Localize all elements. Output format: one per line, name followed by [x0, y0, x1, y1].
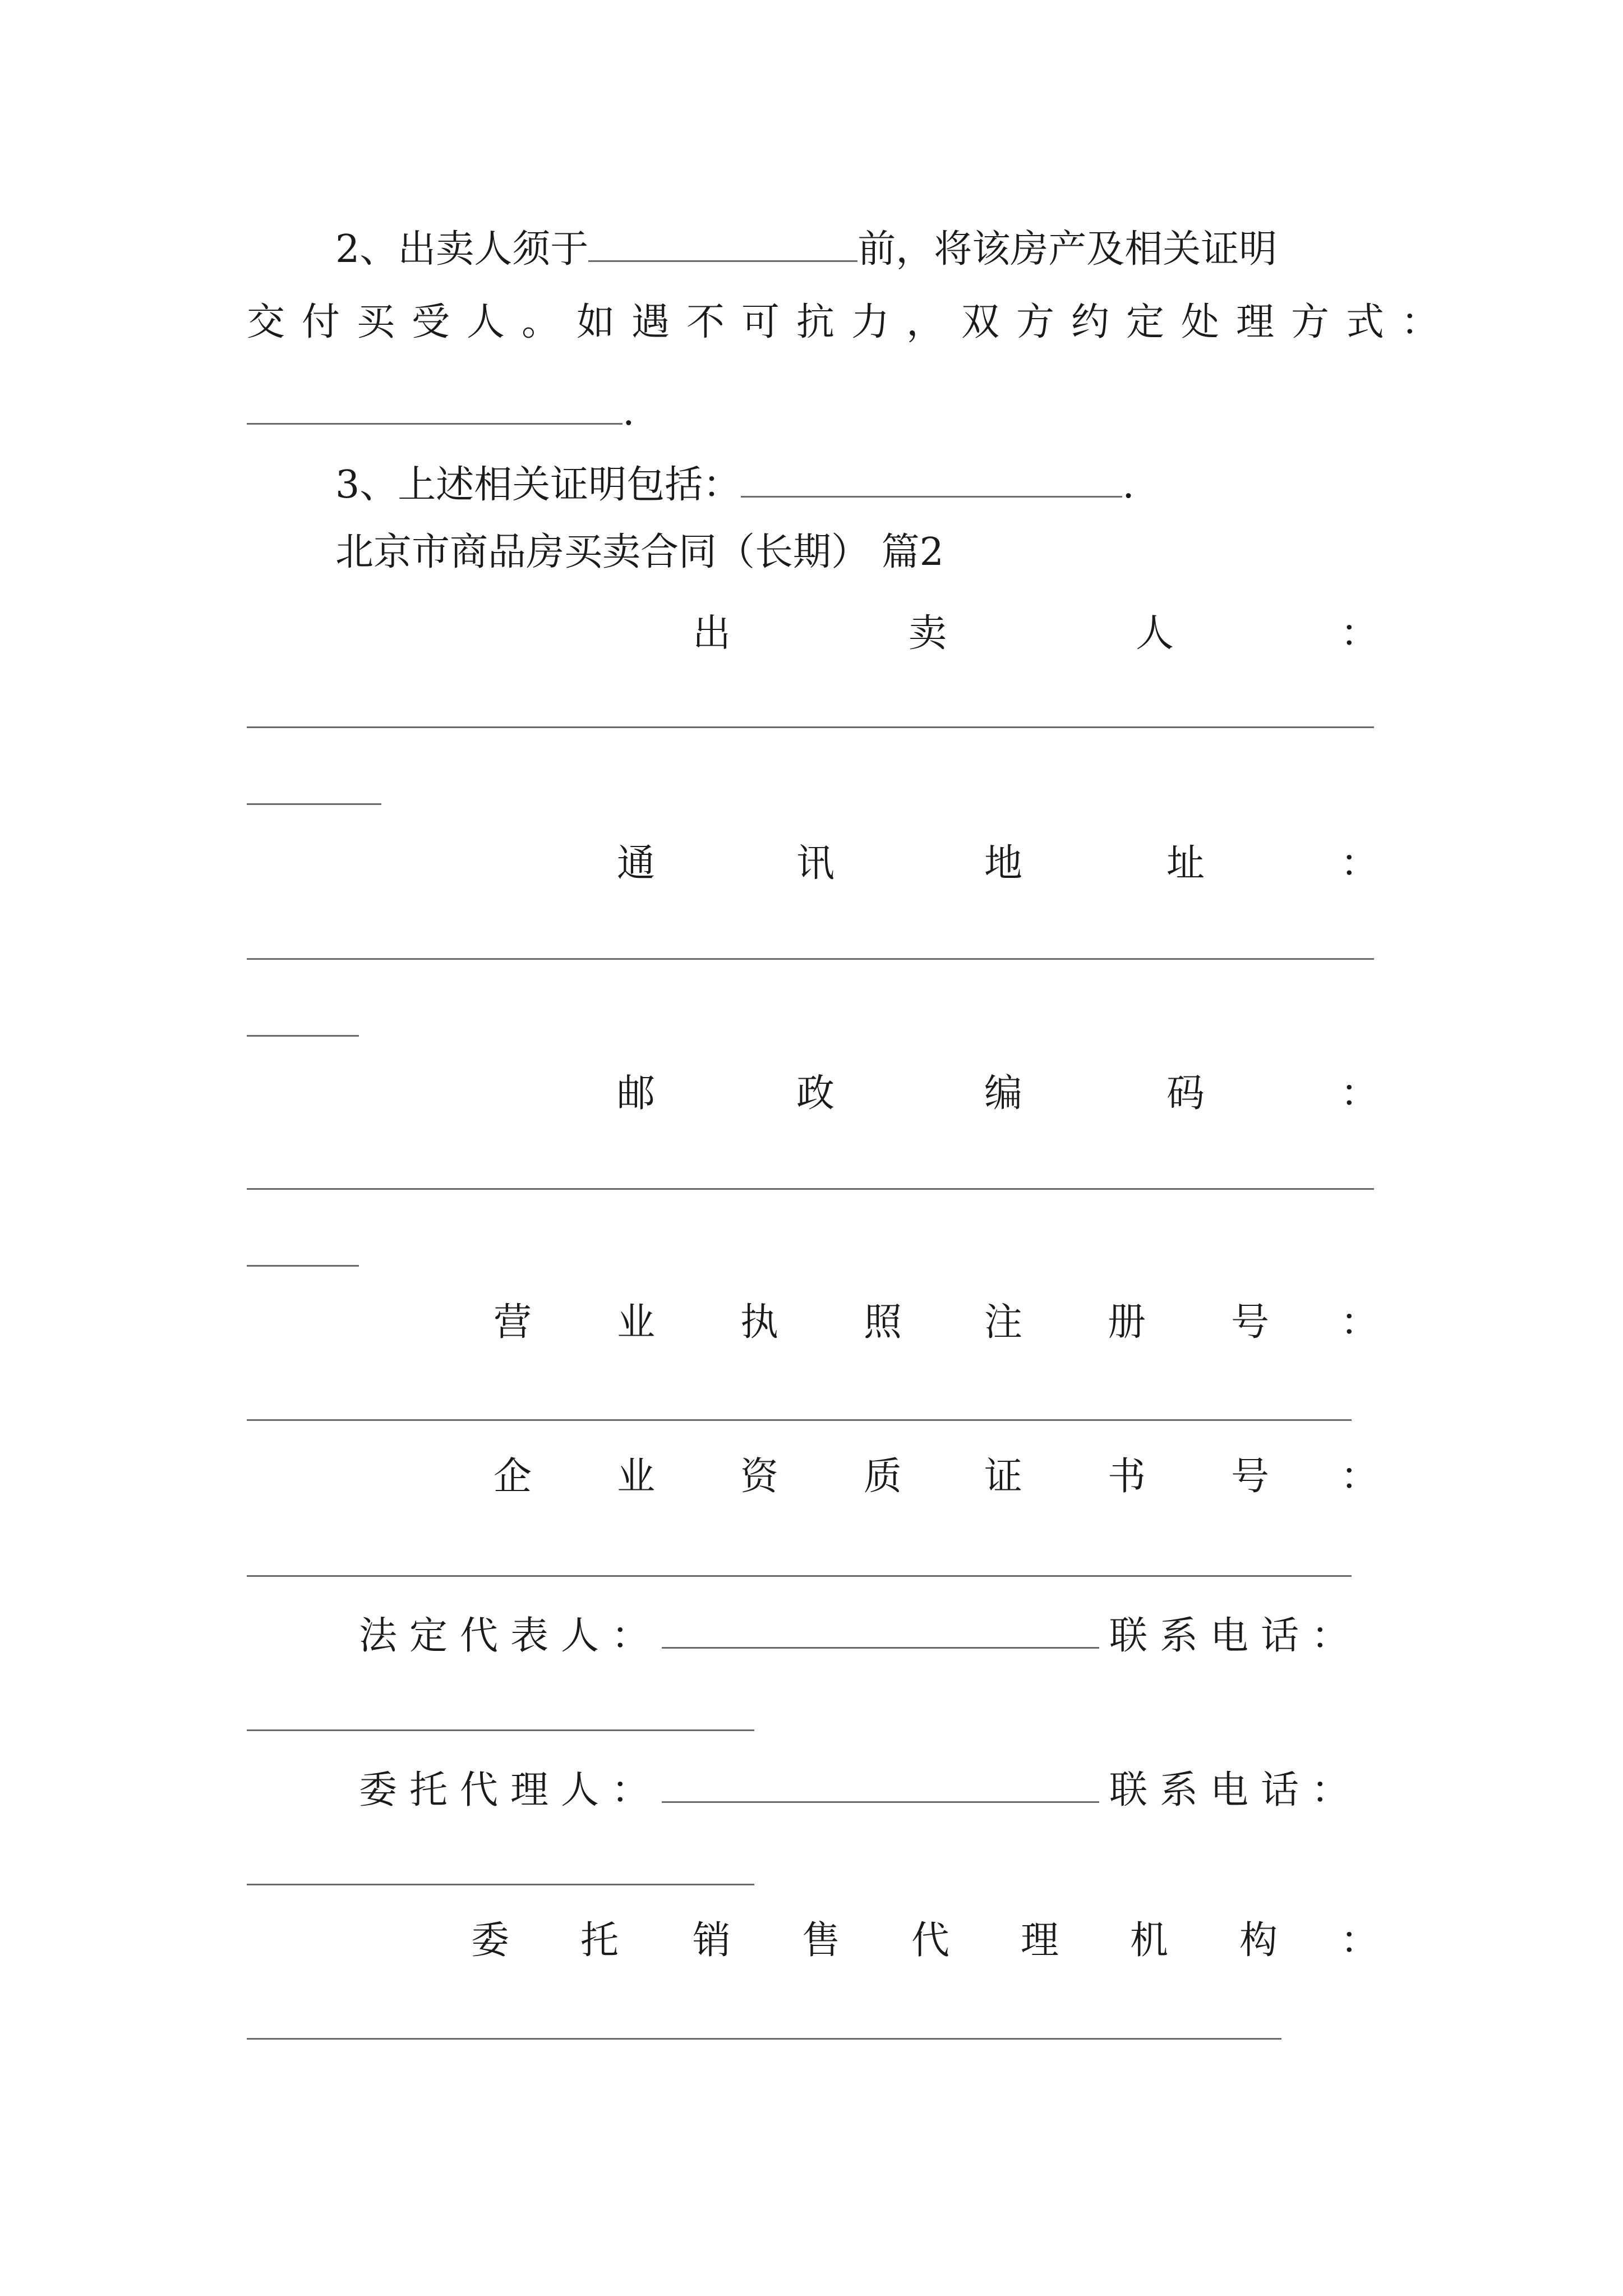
qualification-char-7: 号: [1231, 1455, 1270, 1499]
agency-char-8: 构: [1239, 1918, 1278, 1963]
clause-2-suffix: 前，将该房产及相关证明: [857, 227, 1278, 272]
address-blank-2: [247, 1035, 359, 1037]
agency-char-3: 销: [693, 1918, 731, 1963]
license-char-3: 执: [740, 1300, 779, 1345]
agency-char-7: 机: [1130, 1918, 1169, 1963]
clause-2-prefix: 2、出卖人须于: [335, 227, 589, 272]
qualification-char-3: 资: [740, 1455, 779, 1499]
license-char-6: 册: [1108, 1300, 1146, 1345]
agent-row: [359, 1764, 1362, 1813]
seller-char-1: 出: [693, 611, 731, 656]
license-char-4: 照: [864, 1300, 902, 1345]
postcode-char-2: 政: [796, 1071, 835, 1116]
deadline-blank: [588, 223, 857, 262]
clause-2-line-2-text: 交付买受人。如遇不可抗力，双方约定处理方式：: [247, 300, 1456, 344]
legal-rep-phone-blank: [247, 1729, 754, 1731]
address-colon: ：: [1340, 841, 1379, 886]
qualification-char-2: 业: [617, 1455, 656, 1499]
legal-rep-label: 法定代表人：: [359, 1614, 662, 1658]
license-char-5: 注: [984, 1300, 1023, 1345]
qualification-blank: [247, 1575, 1352, 1577]
license-char-1: 营: [494, 1300, 532, 1345]
agency-char-4: 售: [802, 1918, 841, 1963]
agency-char-1: 委: [471, 1918, 510, 1963]
qualification-char-1: 企: [494, 1455, 532, 1499]
qualification-char-4: 质: [864, 1455, 902, 1499]
agent-blank: [662, 1764, 1099, 1803]
legal-rep-phone-label: 联系电话：: [1109, 1614, 1362, 1658]
seller-blank-2: [247, 803, 381, 805]
clause-3-end: .: [1122, 463, 1135, 507]
qualification-colon: ：: [1340, 1455, 1379, 1499]
postcode-blank-1: [247, 1188, 1374, 1190]
qualification-char-5: 证: [984, 1455, 1023, 1499]
legal-rep-row: [359, 1610, 1362, 1659]
agency-blank: [247, 2038, 1281, 2040]
license-char-7: 号: [1231, 1300, 1270, 1345]
force-majeure-blank: [247, 386, 623, 425]
address-blank-1: [247, 958, 1374, 960]
legal-rep-blank: [662, 1610, 1099, 1649]
postcode-char-3: 编: [984, 1071, 1023, 1116]
address-char-2: 讯: [796, 841, 835, 886]
clause-2-line-3: [247, 386, 635, 435]
qualification-char-6: 书: [1108, 1455, 1146, 1499]
agency-char-2: 托: [580, 1918, 619, 1963]
license-colon: ：: [1340, 1300, 1379, 1345]
address-char-4: 址: [1166, 841, 1205, 886]
clause-2-end: .: [623, 390, 635, 434]
address-char-1: 通: [617, 841, 656, 886]
seller-char-2: 卖: [909, 611, 947, 656]
seller-char-3: 人: [1136, 611, 1174, 656]
postcode-colon: ：: [1340, 1071, 1379, 1116]
address-char-3: 地: [984, 841, 1023, 886]
postcode-char-1: 邮: [617, 1071, 656, 1116]
agency-char-5: 代: [911, 1918, 950, 1963]
postcode-blank-2: [247, 1265, 359, 1267]
clause-2-line-1: [335, 223, 1277, 272]
agency-char-6: 理: [1021, 1918, 1059, 1963]
agency-colon: ：: [1340, 1918, 1379, 1963]
certificates-blank: [741, 459, 1122, 498]
clause-3-prefix: 3、上述相关证明包括：: [335, 463, 741, 507]
clause-3: [335, 459, 1135, 508]
agent-label: 委托代理人：: [359, 1768, 662, 1812]
seller-blank-1: [247, 726, 1374, 728]
postcode-char-4: 码: [1166, 1071, 1205, 1116]
seller-colon: ：: [1340, 611, 1379, 656]
license-blank: [247, 1419, 1352, 1421]
agent-phone-blank: [247, 1884, 754, 1885]
clause-2-line-2: [247, 300, 1456, 345]
section-heading: 北京市商品房买卖合同（长期） 篇2: [335, 530, 944, 574]
license-char-2: 业: [617, 1300, 656, 1345]
agent-phone-label: 联系电话：: [1109, 1768, 1362, 1812]
